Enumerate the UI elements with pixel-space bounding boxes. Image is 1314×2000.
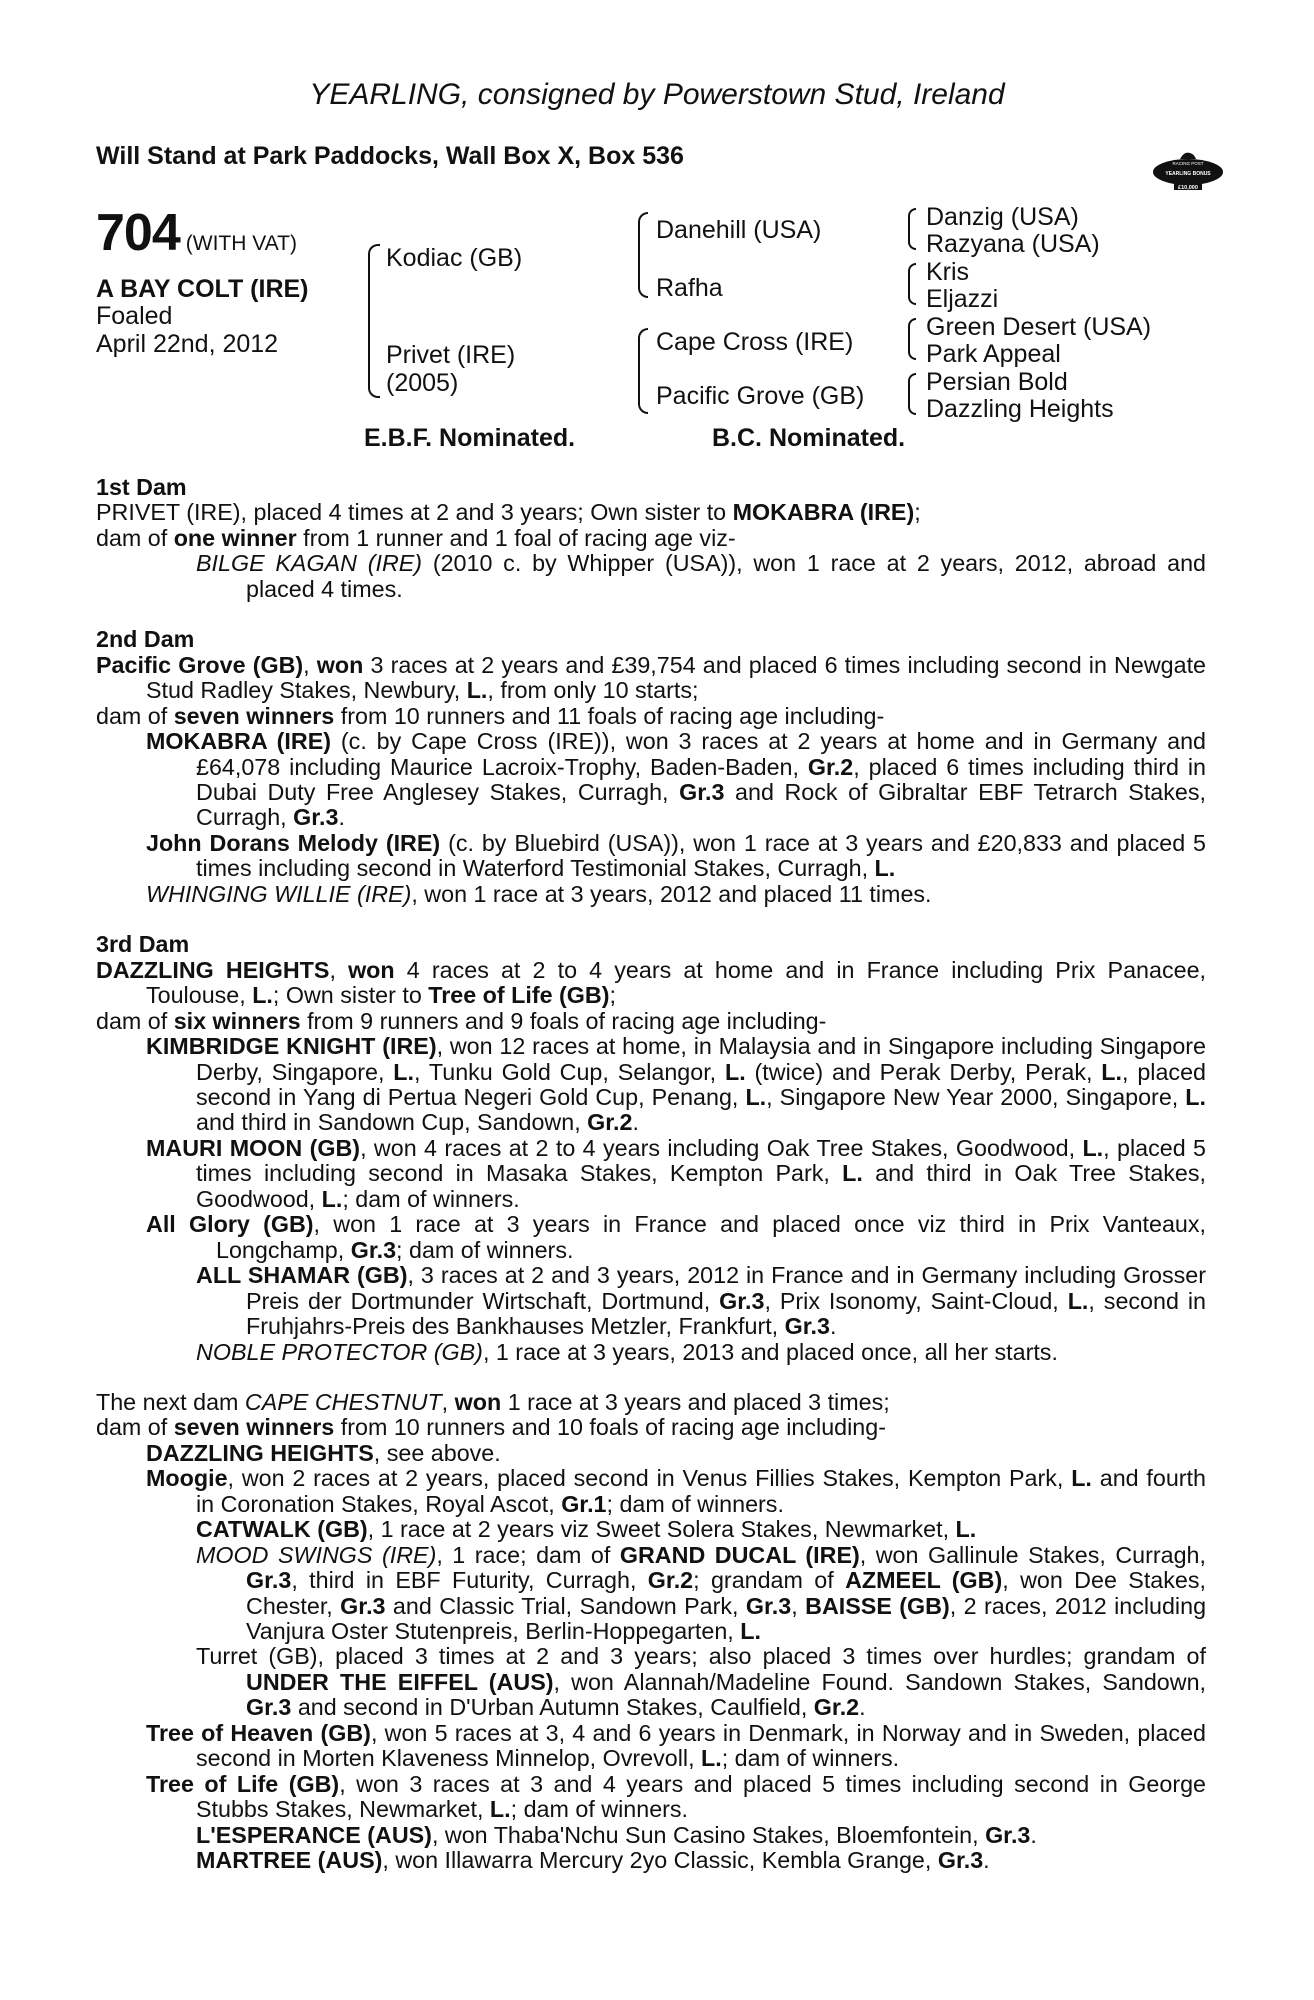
produce-entry: L'ESPERANCE (AUS), won Thaba'Nchu Sun Casino Stakes, Bloemfontein, Gr.3.: [196, 1821, 1037, 1848]
produce-entry: Turret (GB), placed 3 times at 2 and 3 years; also placed 3 times over hurdles; grandam of UNDER THE EIFFEL (AUS), won Alannah/Madeline Found. Sandown Stakes, Sandown, Gr.3 and second in D'Urban Autumn Stakes, Caulfield, Gr.2.: [196, 1643, 1207, 1721]
produce-entry: All Glory (GB), won 1 race at 3 years in France and placed once viz third in Prix Vanteaux, Longchamp, Gr.3; dam of winners.: [146, 1211, 1206, 1263]
dam-sire: Cape Cross (IRE): [656, 328, 854, 356]
stand-location: Will Stand at Park Paddocks, Wall Box X, Box 536: [96, 142, 684, 170]
produce-entry: NOBLE PROTECTOR (GB), 1 race at 3 years, 2013 and placed once, all her starts.: [196, 1338, 1058, 1365]
produce-entry: MARTREE (AUS), won Illawarra Mercury 2yo Classic, Kembla Grange, Gr.3.: [196, 1847, 990, 1874]
produce-entry: KIMBRIDGE KNIGHT (IRE), won 12 races at home, in Malaysia and in Singapore including Singapore Derby, Singapore, L., Tunku Gold Cup, Selangor, L. (twice) and Perak Derby, Perak, L., placed second in Yang di Pertua Negeri Gold Cup, Penang, L., Singapore New Year 2000, Singapore, L. and third in Sandown Cup, Sandown, Gr.2.: [146, 1033, 1206, 1136]
badge-line1: RACING POST: [1172, 161, 1204, 166]
g3-ancestor: Kris: [926, 258, 970, 286]
next-dam-line: The next dam CAPE CHESTNUT, won 1 race at 3 years and placed 3 times;: [96, 1388, 890, 1415]
next-dam-produce-line: dam of seven winners from 10 runners and 10 foals of racing age including-: [96, 1414, 886, 1441]
dam-parents-brace: [638, 328, 648, 414]
sire-sire: Danehill (USA): [656, 216, 822, 244]
produce-entry: MOOD SWINGS (IRE), 1 race; dam of GRAND DUCAL (IRE), won Gallinule Stakes, Curragh, Gr.3, third in EBF Futurity, Curragh, Gr.2; grandam of AZMEEL (GB), won Dee Stakes, Chester, Gr.3 and Classic Trial, Sandown Park, Gr.3, BAISSE (GB), 2 races, 2012 including Vanjura Oster Stutenpreis, Berlin-Hoppegarten, L.: [196, 1541, 1207, 1645]
g3-brace-4: [908, 373, 916, 415]
badge-amount: £10,000: [1178, 185, 1198, 191]
ebf-nominated: E.B.F. Nominated.: [364, 424, 576, 452]
lot-name: A BAY COLT (IRE): [96, 275, 309, 303]
g3-brace-2: [908, 263, 916, 305]
yearling-bonus-badge: [1150, 146, 1226, 198]
page-title: YEARLING, consigned by Powerstown Stud, Ireland: [309, 78, 1005, 111]
first-dam-produce-line: dam of one winner from 1 runner and 1 foal of racing age viz-: [96, 524, 736, 551]
sire: Kodiac (GB): [386, 244, 523, 272]
produce-entry: BILGE KAGAN (IRE) (2010 c. by Whipper (USA)), won 1 race at 2 years, 2012, abroad and placed 4 times.: [196, 550, 1206, 602]
third-dam-line: DAZZLING HEIGHTS, won 4 races at 2 to 4 years at home and in France including Prix Panacee, Toulouse, L.; Own sister to Tree of Life (GB);: [96, 956, 1206, 1009]
g3-brace-3: [908, 318, 916, 360]
dam-year: (2005): [386, 369, 459, 397]
third-dam-produce-line: dam of six winners from 9 runners and 9 foals of racing age including-: [96, 1007, 827, 1034]
produce-entry: MOKABRA (IRE) (c. by Cape Cross (IRE)), won 3 races at 2 years at home and in Germany and £64,078 including Maurice Lacroix-Trophy, Baden-Baden, Gr.2, placed 6 times including third in Dubai Duty Free Anglesey Stakes, Curragh, Gr.3 and Rock of Gibraltar EBF Tetrarch Stakes, Curragh, Gr.3.: [146, 728, 1207, 831]
first-dam-heading: 1st Dam: [96, 474, 187, 500]
foaled-date: April 22nd, 2012: [96, 330, 279, 358]
g3-ancestor: Persian Bold: [926, 368, 1068, 396]
foaled-info: [96, 302, 278, 358]
g3-brace-1: [908, 208, 916, 250]
dam-dam: Pacific Grove (GB): [656, 382, 865, 410]
third-dam-heading: 3rd Dam: [96, 931, 190, 958]
badge-line2: YEARLING BONUS: [1165, 171, 1211, 177]
lot-header: [96, 203, 297, 263]
sire-dam-brace: [368, 244, 380, 398]
bc-nominated: B.C. Nominated.: [712, 424, 906, 452]
dam: Privet (IRE): [386, 341, 516, 369]
produce-entry: Tree of Heaven (GB), won 5 races at 3, 4 and 6 years in Denmark, in Norway and in Sweden, placed second in Morten Klaveness Minnelop, Ovrevoll, L.; dam of winners.: [146, 1719, 1206, 1772]
produce-entry: DAZZLING HEIGHTS, see above.: [146, 1439, 501, 1466]
foaled-label: Foaled: [96, 302, 173, 330]
sire-dam: Rafha: [656, 274, 723, 302]
g3-ancestor: Dazzling Heights: [926, 395, 1114, 423]
sire-parents-brace: [638, 212, 648, 298]
produce-entry: Moogie, won 2 races at 2 years, placed second in Venus Fillies Stakes, Kempton Park, L. and fourth in Coronation Stakes, Royal Ascot, Gr.1; dam of winners.: [146, 1465, 1206, 1517]
g3-ancestor: Razyana (USA): [926, 230, 1100, 258]
produce-entry: MAURI MOON (GB), won 4 races at 2 to 4 years including Oak Tree Stakes, Goodwood, L., placed 5 times including second in Masaka Stakes, Kempton Park, L. and third in Oak Tree Stakes, Goodwood, L.; dam of winners.: [146, 1134, 1206, 1212]
vat-label: (WITH VAT): [185, 232, 297, 255]
g3-ancestor: Park Appeal: [926, 340, 1061, 368]
g3-ancestor: Green Desert (USA): [926, 313, 1152, 341]
first-dam-line: PRIVET (IRE), placed 4 times at 2 and 3 years; Own sister to MOKABRA (IRE);: [96, 499, 921, 526]
produce-entry: CATWALK (GB), 1 race at 2 years viz Sweet Solera Stakes, Newmarket, L.: [196, 1516, 977, 1543]
produce-entry: Tree of Life (GB), won 3 races at 3 and 4 years and placed 5 times including second in George Stubbs Stakes, Newmarket, L.; dam of winners.: [146, 1770, 1206, 1823]
produce-entry: ALL SHAMAR (GB), 3 races at 2 and 3 years, 2012 in France and in Germany including Grosser Preis der Dortmunder Wirtschaft, Dortmund, Gr.3, Prix Isonomy, Saint-Cloud, L., second in Fruhjahrs-Preis des Bankhauses Metzler, Frankfurt, Gr.3.: [196, 1262, 1207, 1340]
produce-entry: John Dorans Melody (IRE) (c. by Bluebird (USA)), won 1 race at 3 years and £20,833 and placed 5 times including second in Waterford Testimonial Stakes, Curragh, L.: [146, 829, 1207, 882]
g3-ancestor: Eljazzi: [926, 285, 999, 313]
second-dam-heading: 2nd Dam: [96, 626, 195, 653]
catalogue-body: [96, 475, 1206, 1874]
second-dam-produce-line: dam of seven winners from 10 runners and 11 foals of racing age including-: [96, 702, 885, 729]
produce-entry: WHINGING WILLIE (IRE), won 1 race at 3 years, 2012 and placed 11 times.: [146, 880, 932, 907]
lot-number: 704: [96, 204, 180, 262]
second-dam-line: Pacific Grove (GB), won 3 races at 2 years and £39,754 and placed 6 times including second in Newgate Stud Radley Stakes, Newbury, L., from only 10 starts;: [96, 651, 1206, 704]
g3-ancestor: Danzig (USA): [926, 203, 1079, 231]
